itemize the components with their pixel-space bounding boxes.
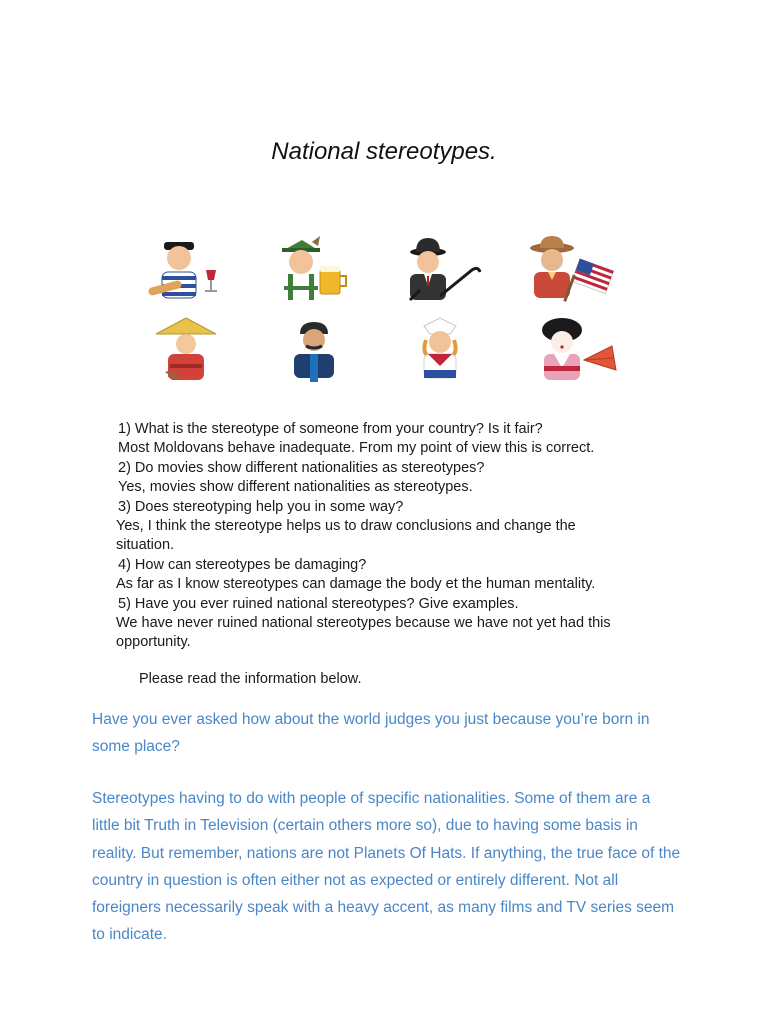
- question-2: 2) Do movies show different nationalities as stereotypes?: [118, 459, 485, 476]
- question-3: 3) Does stereotyping help you in some way?: [118, 498, 404, 515]
- instruction-text: Please read the information below.: [139, 671, 362, 687]
- american-cowboy-icon: [524, 236, 614, 306]
- question-1: 1) What is the stereotype of someone from your country? Is it fair?: [118, 421, 543, 437]
- questions-answers: [116, 420, 676, 653]
- page-title: National stereotypes.: [271, 138, 497, 165]
- japanese-geisha-icon: [532, 316, 622, 386]
- answer-3: Yes, I think the stereotype helps us to draw conclusions and change the situation.: [116, 518, 576, 554]
- asian-farmer-icon: [152, 316, 242, 386]
- info-paragraph-2: Stereotypes having to do with people of specific nationalities. Some of them are a little bit Truth in Television (certain others more so), due to having some basis in reality. But remember, nations are not Planets Of Hats. If anything, the true face of the country in question is often either not as expected or entirely different. Not all foreigners necessarily speak with a heavy accent, as many films and TV series seem to indicate.: [92, 790, 681, 944]
- answer-4: As far as I know stereotypes can damage the body et the human mentality.: [116, 576, 596, 593]
- mexican-man-icon: [280, 316, 370, 386]
- question-4: 4) How can stereotypes be damaging?: [118, 556, 367, 573]
- answer-2: Yes, movies show different nationalities as stereotypes.: [118, 479, 473, 496]
- dutch-girl-icon: [410, 316, 500, 386]
- answer-5: We have never ruined national stereotypes because we have not yet had this opportunity.: [116, 615, 611, 651]
- french-man-icon: [142, 236, 232, 306]
- info-paragraph-1: Have you ever asked how about the world judges you just because you’re born in some place?: [92, 711, 650, 756]
- answer-1: Most Moldovans behave inadequate. From my point of view this is correct.: [118, 440, 595, 457]
- german-man-icon: [272, 236, 362, 306]
- british-gentleman-icon: [396, 236, 486, 306]
- question-5: 5) Have you ever ruined national stereotypes? Give examples.: [118, 595, 519, 612]
